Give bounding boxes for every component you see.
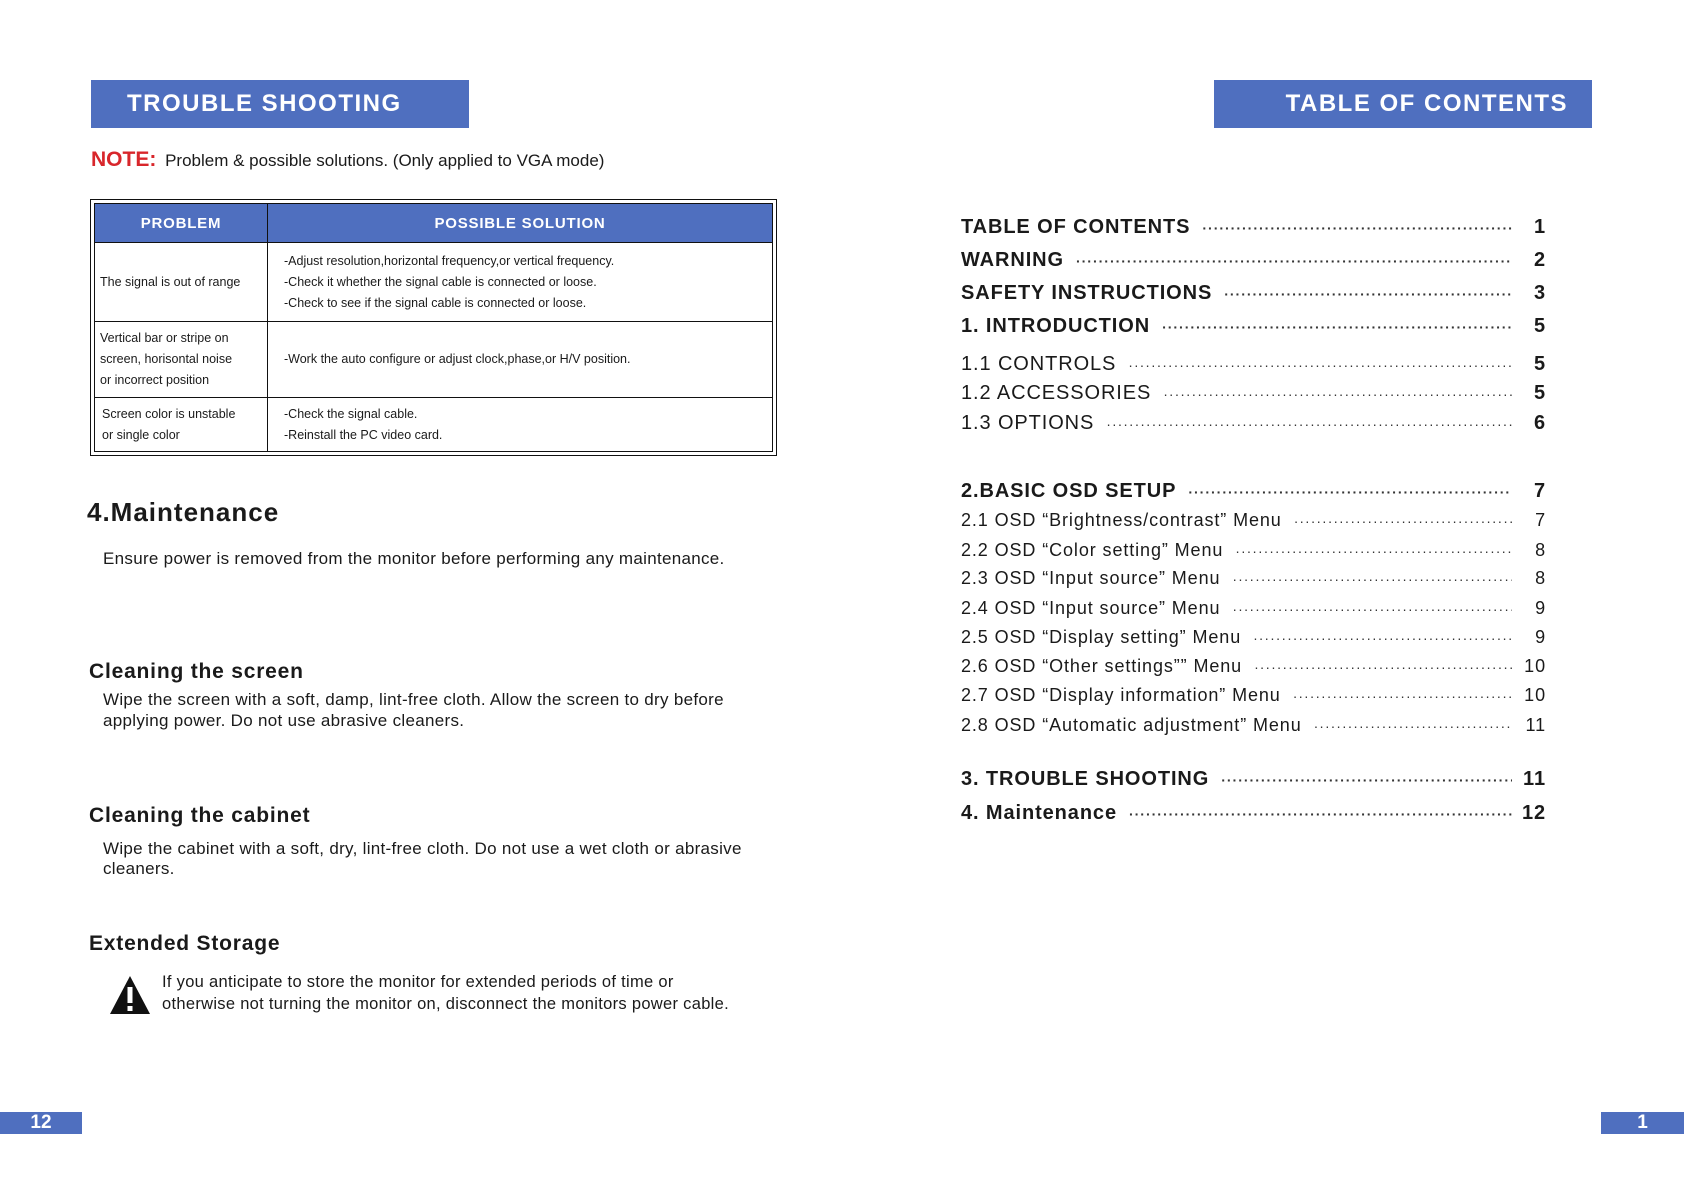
toc-page: 11 — [1523, 768, 1546, 790]
cleaning-screen-text-1: Wipe the screen with a soft, damp, lint-free cloth. Allow the screen to dry before — [103, 690, 724, 709]
toc-title: 2.5 OSD “Display setting” Menu — [961, 627, 1242, 647]
extended-storage-heading: Extended Storage — [89, 932, 281, 955]
toc-title: WARNING — [961, 249, 1064, 271]
toc-entry — [961, 802, 1546, 825]
toc-title: 1.1 CONTROLS — [961, 353, 1117, 375]
toc-leader — [1188, 484, 1512, 500]
toc-page: 10 — [1524, 685, 1546, 705]
toc-title: 2.BASIC OSD SETUP — [961, 480, 1177, 502]
table-row — [95, 398, 773, 452]
toc-title: 2.3 OSD “Input source” Menu — [961, 568, 1221, 588]
toc-leader — [1294, 513, 1512, 529]
toc-leader — [1076, 253, 1512, 269]
toc-page: 7 — [1535, 510, 1546, 530]
toc-entry — [961, 216, 1546, 239]
table-row — [95, 322, 773, 398]
extended-storage-text-2: otherwise not turning the monitor on, disconnect the monitors power cable. — [162, 995, 729, 1013]
problem-text: or single color — [102, 427, 180, 442]
warning-triangle-icon — [109, 975, 151, 1015]
toc-page: 12 — [1521, 802, 1546, 824]
toc-entry — [961, 315, 1546, 338]
solution-text: -Check to see if the signal cable is connected or loose. — [284, 295, 587, 310]
cleaning-cabinet-text-2: cleaners. — [103, 859, 175, 878]
toc-title: SAFETY INSTRUCTIONS — [961, 282, 1213, 304]
toc-entry — [961, 540, 1546, 561]
page-number-right: 1 — [1601, 1112, 1684, 1134]
toc-title: 2.2 OSD “Color setting” Menu — [961, 540, 1224, 560]
solution-text: -Check the signal cable. — [284, 406, 418, 421]
toc-entry — [961, 510, 1546, 531]
problem-text: The signal is out of range — [100, 274, 241, 289]
extended-storage-text-1: If you anticipate to store the monitor for extended periods of time or — [162, 973, 674, 991]
toc-page: 3 — [1533, 282, 1546, 304]
column-header-problem: PROBLEM — [95, 204, 268, 243]
toc-entry — [961, 685, 1546, 706]
toc-leader — [1224, 286, 1512, 302]
toc-leader — [1221, 772, 1512, 788]
solution-text: -Work the auto configure or adjust clock,phase,or H/V position. — [284, 352, 631, 366]
toc-page: 9 — [1535, 598, 1546, 618]
toc-title: 2.6 OSD “Other settings”” Menu — [961, 656, 1243, 676]
cleaning-screen-heading: Cleaning the screen — [89, 660, 304, 683]
table-of-contents-banner: TABLE OF CONTENTS — [1214, 80, 1592, 128]
toc-leader — [1162, 319, 1512, 335]
maintenance-text: Ensure power is removed from the monitor before performing any maintenance. — [103, 549, 725, 568]
problem-text: Screen color is unstable — [102, 406, 236, 421]
toc-page: 5 — [1533, 315, 1546, 337]
toc-leader — [1128, 357, 1512, 373]
cleaning-cabinet-text-1: Wipe the cabinet with a soft, dry, lint-free cloth. Do not use a wet cloth or abrasive — [103, 839, 742, 858]
toc-page: 7 — [1533, 480, 1546, 502]
toc-leader — [1232, 571, 1512, 587]
toc-leader — [1254, 659, 1512, 675]
troubleshooting-table — [90, 199, 777, 456]
solution-text: -Check it whether the signal cable is connected or loose. — [284, 274, 597, 289]
trouble-shooting-banner: TROUBLE SHOOTING — [91, 80, 469, 128]
note — [91, 148, 604, 172]
toc-title: 1. INTRODUCTION — [961, 315, 1151, 337]
page-number-left: 12 — [0, 1112, 82, 1134]
toc-page: 2 — [1533, 249, 1546, 271]
toc-page: 10 — [1524, 656, 1546, 676]
toc-title: TABLE OF CONTENTS — [961, 216, 1191, 238]
toc-page: 6 — [1533, 412, 1546, 434]
toc-leader — [1202, 220, 1512, 236]
toc-leader — [1253, 630, 1512, 646]
toc-entry — [961, 598, 1546, 619]
solution-text: -Reinstall the PC video card. — [284, 427, 443, 442]
problem-cell — [95, 243, 268, 322]
toc-page: 8 — [1535, 568, 1546, 588]
cleaning-screen-text-2: applying power. Do not use abrasive cleaners. — [103, 711, 465, 730]
toc-page: 11 — [1525, 715, 1546, 735]
toc-title: 2.4 OSD “Input source” Menu — [961, 598, 1221, 618]
toc-title: 2.8 OSD “Automatic adjustment” Menu — [961, 715, 1302, 735]
toc-entry — [961, 249, 1546, 272]
table-row — [95, 243, 773, 322]
toc-entry — [961, 412, 1546, 435]
toc-title: 2.1 OSD “Brightness/contrast” Menu — [961, 510, 1282, 530]
toc-page: 1 — [1533, 216, 1546, 238]
toc-entry — [961, 353, 1546, 376]
problem-cell — [95, 322, 268, 398]
toc-title: 1.2 ACCESSORIES — [961, 382, 1152, 404]
toc-leader — [1129, 806, 1512, 822]
toc-title: 4. Maintenance — [961, 802, 1117, 824]
toc-entry — [961, 715, 1546, 736]
toc-leader — [1314, 718, 1512, 734]
toc-entry — [961, 382, 1546, 405]
toc-entry — [961, 480, 1546, 503]
toc-leader — [1232, 601, 1512, 617]
note-label: NOTE: — [91, 148, 157, 171]
toc-entry — [961, 768, 1546, 791]
problem-cell — [95, 398, 268, 452]
toc-leader — [1163, 386, 1512, 402]
toc-page: 5 — [1533, 382, 1546, 404]
toc-title: 2.7 OSD “Display information” Menu — [961, 685, 1281, 705]
toc-entry — [961, 627, 1546, 648]
problem-text: or incorrect position — [100, 373, 210, 387]
cleaning-cabinet-heading: Cleaning the cabinet — [89, 804, 311, 827]
solution-cell — [268, 322, 773, 398]
toc-leader — [1293, 688, 1512, 704]
toc-leader — [1235, 543, 1512, 559]
toc-entry — [961, 656, 1546, 677]
toc-entry — [961, 568, 1546, 589]
maintenance-heading: 4.Maintenance — [87, 497, 280, 527]
note-text: Problem & possible solutions. (Only applied to VGA mode) — [165, 151, 605, 170]
toc-entry — [961, 282, 1546, 305]
problem-text: Vertical bar or stripe on — [100, 331, 229, 345]
toc-title: 1.3 OPTIONS — [961, 412, 1095, 434]
problem-text: screen, horisontal noise — [100, 352, 233, 366]
toc-page: 9 — [1535, 627, 1546, 647]
toc-page: 5 — [1533, 353, 1546, 375]
column-header-solution: POSSIBLE SOLUTION — [268, 204, 773, 243]
solution-cell — [268, 243, 773, 322]
solution-text: -Adjust resolution,horizontal frequency,or vertical frequency. — [284, 253, 615, 268]
toc-leader — [1106, 416, 1512, 432]
toc-page: 8 — [1535, 540, 1546, 560]
toc-title: 3. TROUBLE SHOOTING — [961, 768, 1210, 790]
solution-cell — [268, 398, 773, 452]
